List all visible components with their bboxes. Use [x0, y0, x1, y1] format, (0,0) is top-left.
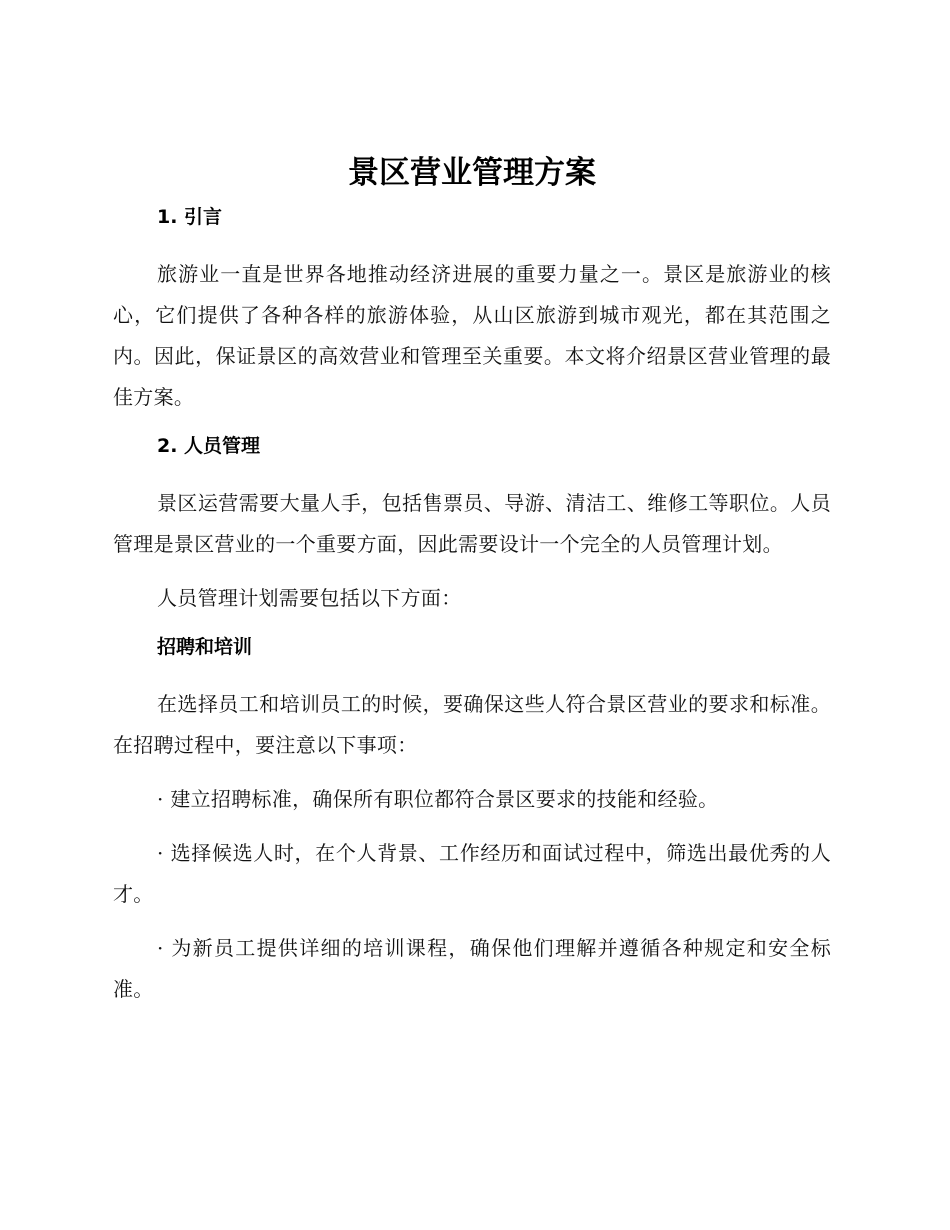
recruitment-paragraph: 在选择员工和培训员工的时候，要确保这些人符合景区营业的要求和标准。在招聘过程中，要注意以下事项： [113, 692, 831, 757]
section-heading-staff-management: 2. 人员管理 [157, 435, 261, 457]
bullet-item: · 建立招聘标准，确保所有职位都符合景区要求的技能和经验。 [157, 787, 719, 811]
bullet-item: · 为新员工提供详细的培训课程，确保他们理解并遵循各种规定和安全标准。 [113, 936, 831, 1001]
staff-management-paragraph: 景区运营需要大量人手，包括售票员、导游、清洁工、维修工等职位。人员管理是景区营业的一个重要方面，因此需要设计一个完全的人员管理计划。 [113, 491, 831, 556]
staff-plan-intro-paragraph: 人员管理计划需要包括以下方面： [157, 586, 462, 610]
document-title: 景区营业管理方案 [348, 155, 596, 191]
introduction-paragraph: 旅游业一直是世界各地推动经济进展的重要力量之一。景区是旅游业的核心，它们提供了各种各样的旅游体验，从山区旅游到城市观光，都在其范围之内。因此，保证景区的高效营业和管理至关重要。本文将介绍景区营业管理的最佳方案。 [113, 262, 831, 409]
subheading-recruitment-training: 招聘和培训 [157, 636, 253, 658]
section-heading-introduction: 1. 引言 [157, 206, 223, 228]
document-page [113, 150, 831, 1023]
bullet-item: · 选择候选人时，在个人背景、工作经历和面试过程中，筛选出最优秀的人才。 [113, 841, 831, 906]
